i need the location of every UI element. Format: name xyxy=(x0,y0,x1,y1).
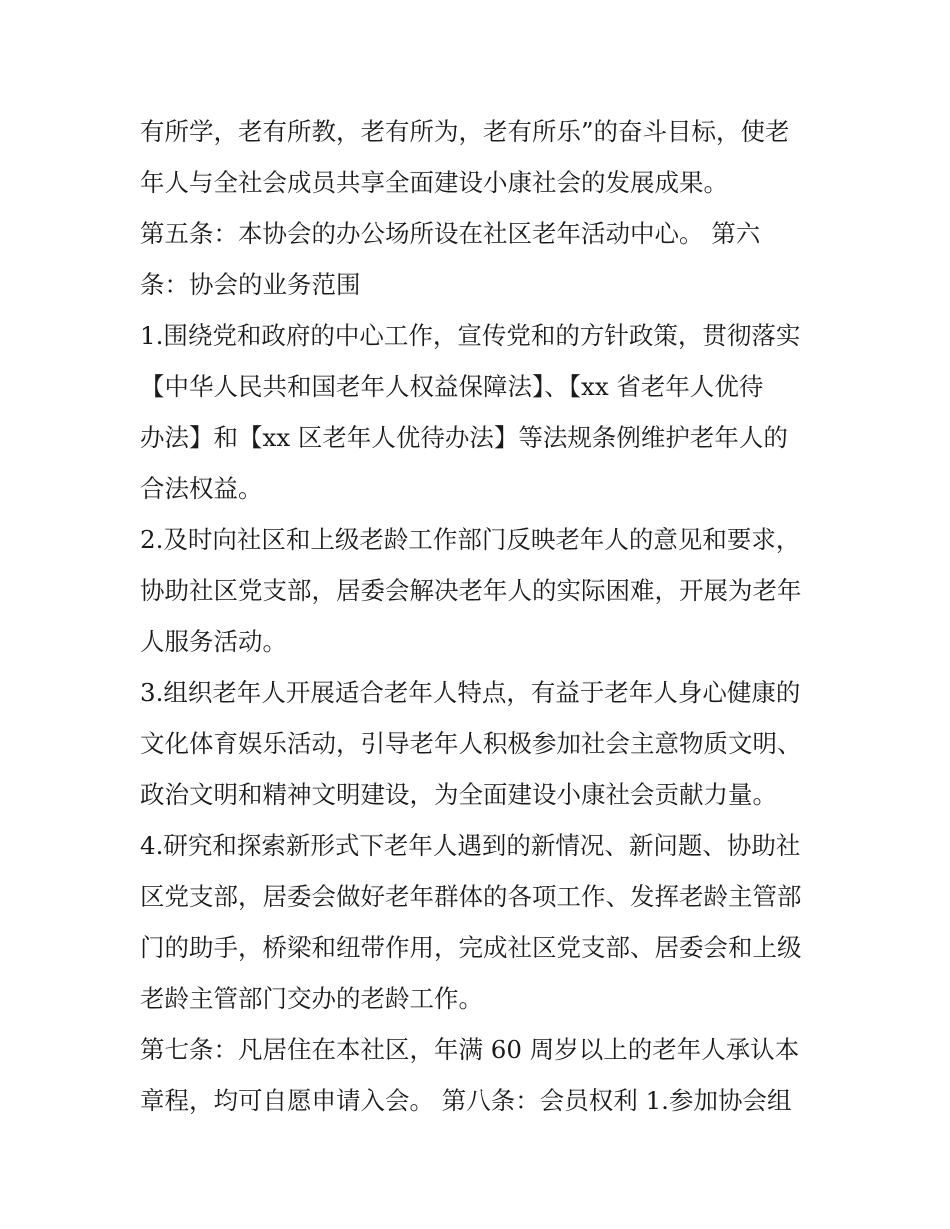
text-line-13: 文化体育娱乐活动，引导老年人积极参加社会主意物质文明、 xyxy=(140,729,802,758)
text-line-11: 人服务活动。 xyxy=(140,627,287,656)
text-line-20: 章程，均可自愿申请入会。 第八条：会员权利 1.参加协会组 xyxy=(140,1086,792,1115)
text-line-3: 第五条：本协会的办公场所设在社区老年活动中心。 第六 xyxy=(140,219,761,248)
text-line-6: 【中华人民共和国老年人权益保障法】、【xx 省老年人优待 xyxy=(140,372,764,401)
text-line-2: 年人与全社会成员共享全面建设小康社会的发展成果。 xyxy=(140,168,728,197)
text-line-4: 条：协会的业务范围 xyxy=(140,270,361,299)
text-line-8: 合法权益。 xyxy=(140,474,263,503)
text-line-5: 1.围绕党和政府的中心工作，宣传党和的方针政策，贯彻落实 xyxy=(140,321,801,350)
text-line-16: 区党支部，居委会做好老年群体的各项工作、发挥老龄主管部 xyxy=(140,882,802,911)
text-line-9: 2.及时向社区和上级老龄工作部门反映老年人的意见和要求， xyxy=(140,525,801,554)
text-line-14: 政治文明和精神文明建设，为全面建设小康社会贡献力量。 xyxy=(140,780,777,809)
text-line-15: 4.研究和探索新形式下老年人遇到的新情况、新问题、协助社 xyxy=(140,831,801,860)
text-line-12: 3.组织老年人开展适合老年人特点，有益于老年人身心健康的 xyxy=(140,678,801,707)
text-line-7: 办法】和【xx 区老年人优待办法】等法规条例维护老年人的 xyxy=(140,423,788,452)
body-text xyxy=(140,106,830,1126)
text-line-1: 有所学，老有所教，老有所为，老有所乐”的奋斗目标，使老 xyxy=(140,117,790,146)
text-line-10: 协助社区党支部，居委会解决老年人的实际困难，开展为老年 xyxy=(140,576,802,605)
text-line-18: 老龄主管部门交办的老龄工作。 xyxy=(140,984,483,1013)
text-line-17: 门的助手，桥梁和纽带作用，完成社区党支部、居委会和上级 xyxy=(140,933,802,962)
text-line-19: 第七条：凡居住在本社区，年满 60 周岁以上的老年人承认本 xyxy=(140,1035,800,1064)
